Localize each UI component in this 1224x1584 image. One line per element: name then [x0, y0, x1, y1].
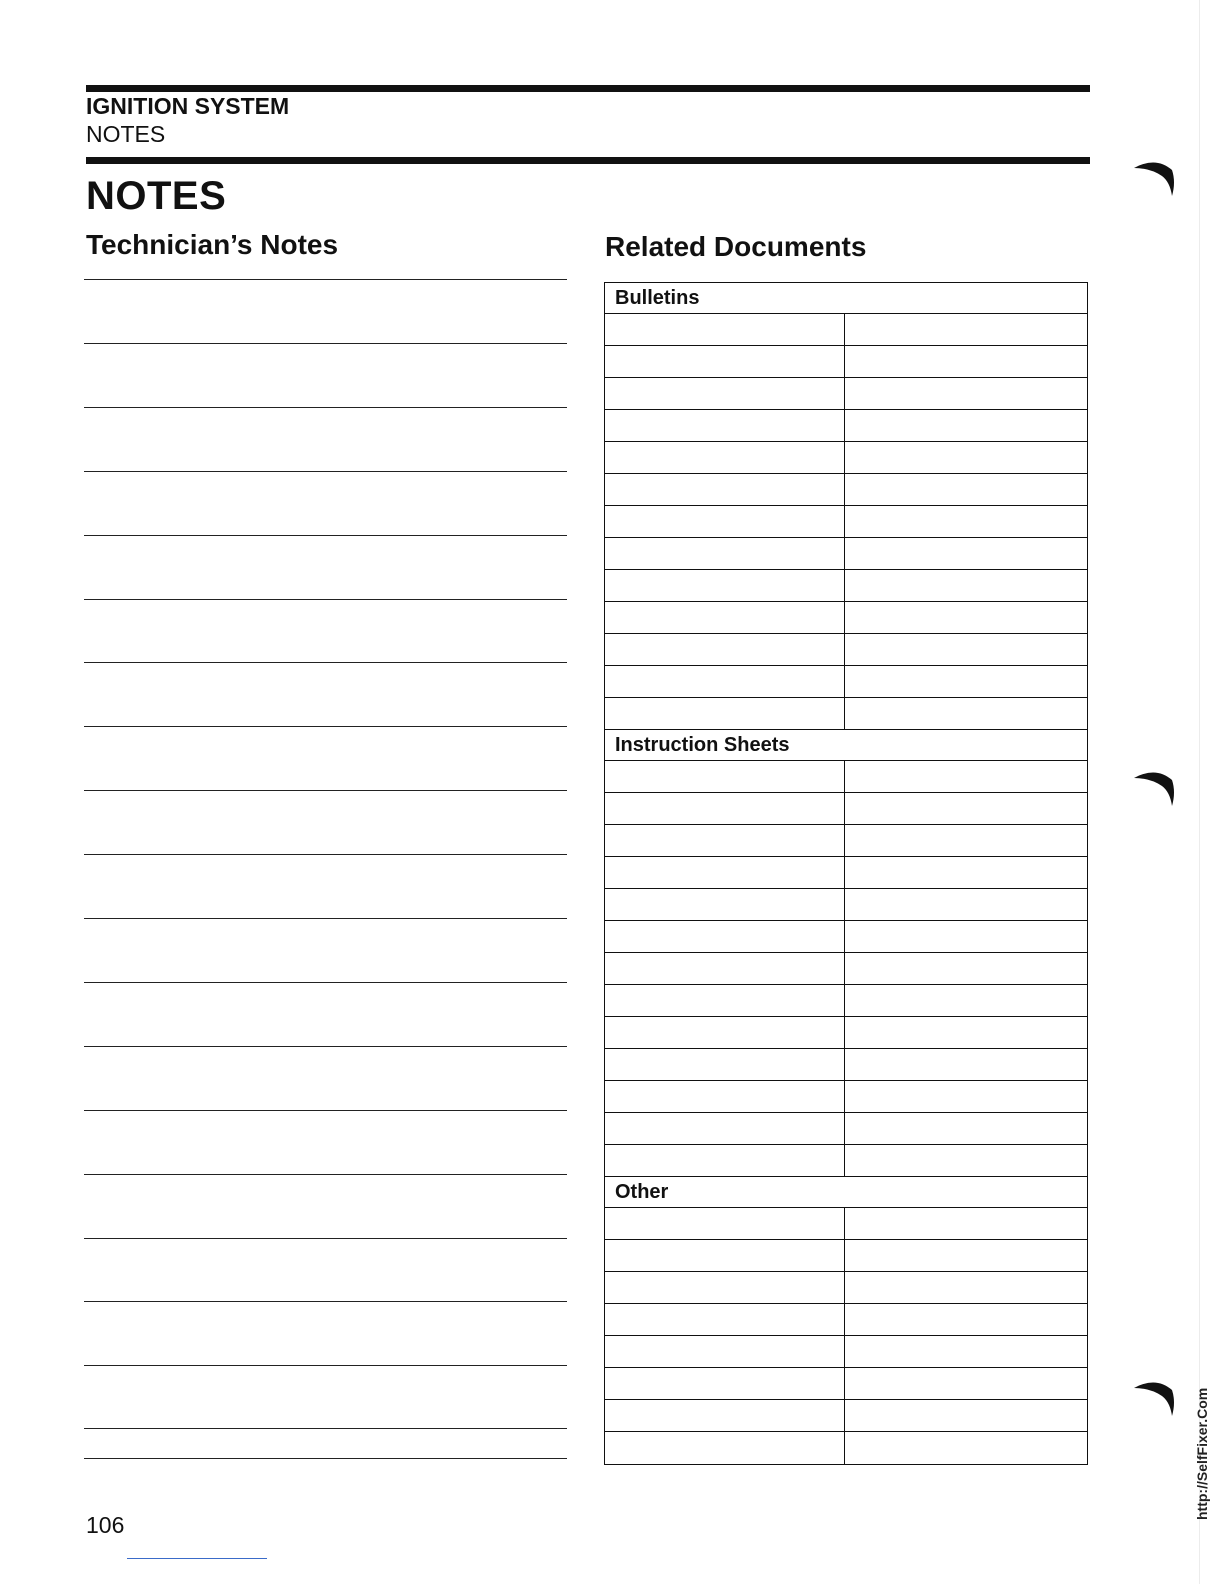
doc-cell-description[interactable]	[845, 1304, 1087, 1335]
doc-table-row	[605, 570, 1087, 602]
note-line	[84, 982, 567, 983]
doc-cell-description[interactable]	[845, 442, 1087, 473]
page-number: 106	[86, 1512, 125, 1538]
doc-cell-document[interactable]	[605, 1113, 845, 1144]
doc-table-row	[605, 889, 1087, 921]
binder-hole-icon	[1132, 1372, 1178, 1418]
binder-hole-icon	[1132, 152, 1178, 198]
doc-table-row	[605, 1272, 1087, 1304]
doc-table-row	[605, 1081, 1087, 1113]
doc-cell-document[interactable]	[605, 602, 845, 633]
doc-cell-description[interactable]	[845, 1208, 1087, 1239]
doc-cell-description[interactable]	[845, 1145, 1087, 1176]
note-line	[84, 1365, 567, 1366]
doc-cell-description[interactable]	[845, 857, 1087, 888]
doc-cell-description[interactable]	[845, 666, 1087, 697]
doc-cell-document[interactable]	[605, 538, 845, 569]
doc-section-header: Other	[605, 1177, 1087, 1208]
doc-cell-description[interactable]	[845, 1240, 1087, 1271]
note-line	[84, 535, 567, 536]
doc-table-row	[605, 666, 1087, 698]
doc-cell-description[interactable]	[845, 634, 1087, 665]
note-line	[84, 1301, 567, 1302]
doc-table-row	[605, 1432, 1087, 1464]
note-line	[84, 279, 567, 280]
doc-cell-document[interactable]	[605, 698, 845, 729]
doc-cell-document[interactable]	[605, 825, 845, 856]
technicians-notes-lines	[84, 0, 567, 1584]
section-title: IGNITION SYSTEM	[86, 93, 290, 119]
related-documents-heading: Related Documents	[605, 231, 867, 262]
note-line	[84, 1046, 567, 1047]
footer-link-underline	[127, 1558, 267, 1559]
doc-cell-document[interactable]	[605, 666, 845, 697]
doc-table-row	[605, 634, 1087, 666]
doc-cell-description[interactable]	[845, 698, 1087, 729]
doc-cell-document[interactable]	[605, 1081, 845, 1112]
doc-cell-document[interactable]	[605, 1145, 845, 1176]
doc-table-row	[605, 1145, 1087, 1177]
doc-cell-document[interactable]	[605, 442, 845, 473]
doc-cell-description[interactable]	[845, 953, 1087, 984]
doc-cell-description[interactable]	[845, 1113, 1087, 1144]
doc-cell-document[interactable]	[605, 1400, 845, 1431]
doc-cell-document[interactable]	[605, 634, 845, 665]
doc-cell-description[interactable]	[845, 506, 1087, 537]
page-title: NOTES	[86, 174, 227, 218]
doc-table-row	[605, 825, 1087, 857]
note-line	[84, 471, 567, 472]
doc-cell-description[interactable]	[845, 793, 1087, 824]
doc-cell-document[interactable]	[605, 346, 845, 377]
note-line	[84, 854, 567, 855]
doc-cell-document[interactable]	[605, 793, 845, 824]
doc-table-row	[605, 1304, 1087, 1336]
doc-cell-description[interactable]	[845, 825, 1087, 856]
doc-table-row	[605, 602, 1087, 634]
doc-cell-document[interactable]	[605, 1368, 845, 1399]
watermark-url: http://SelfFixer.Com	[1194, 1387, 1210, 1520]
doc-cell-description[interactable]	[845, 1049, 1087, 1080]
doc-cell-description[interactable]	[845, 1336, 1087, 1367]
doc-cell-description[interactable]	[845, 314, 1087, 345]
doc-section-header: Bulletins	[605, 283, 1087, 314]
doc-cell-description[interactable]	[845, 1081, 1087, 1112]
note-line	[84, 1110, 567, 1111]
doc-cell-document[interactable]	[605, 506, 845, 537]
doc-table-row	[605, 1113, 1087, 1145]
doc-table-row	[605, 1336, 1087, 1368]
doc-cell-document[interactable]	[605, 314, 845, 345]
note-line	[84, 599, 567, 600]
doc-cell-document[interactable]	[605, 857, 845, 888]
doc-cell-description[interactable]	[845, 1368, 1087, 1399]
doc-cell-document[interactable]	[605, 1208, 845, 1239]
note-line	[84, 1458, 567, 1459]
doc-cell-description[interactable]	[845, 410, 1087, 441]
doc-table-row	[605, 1208, 1087, 1240]
doc-cell-description[interactable]	[845, 602, 1087, 633]
doc-table-row	[605, 346, 1087, 378]
doc-table-row	[605, 761, 1087, 793]
note-line	[84, 726, 567, 727]
doc-cell-document[interactable]	[605, 1336, 845, 1367]
related-documents-table	[604, 282, 1088, 1465]
doc-cell-document[interactable]	[605, 410, 845, 441]
doc-cell-description[interactable]	[845, 1017, 1087, 1048]
note-line	[84, 662, 567, 663]
doc-cell-description[interactable]	[845, 761, 1087, 792]
note-line	[84, 343, 567, 344]
doc-cell-description[interactable]	[845, 985, 1087, 1016]
doc-cell-document[interactable]	[605, 1049, 845, 1080]
section-subtitle: NOTES	[86, 121, 166, 147]
doc-table-row	[605, 506, 1087, 538]
doc-table-row	[605, 698, 1087, 730]
binder-hole-icon	[1132, 762, 1178, 808]
page-edge-shadow	[1199, 0, 1200, 1584]
doc-cell-document[interactable]	[605, 1432, 845, 1464]
doc-table-row	[605, 1049, 1087, 1081]
doc-table-row	[605, 793, 1087, 825]
doc-cell-document[interactable]	[605, 953, 845, 984]
doc-cell-document[interactable]	[605, 921, 845, 952]
doc-table-row	[605, 985, 1087, 1017]
doc-table-row	[605, 410, 1087, 442]
note-line	[84, 790, 567, 791]
doc-table-row	[605, 538, 1087, 570]
doc-cell-description[interactable]	[845, 921, 1087, 952]
note-line	[84, 1174, 567, 1175]
doc-cell-document[interactable]	[605, 570, 845, 601]
note-line	[84, 918, 567, 919]
doc-table-row	[605, 442, 1087, 474]
doc-cell-description[interactable]	[845, 1400, 1087, 1431]
doc-cell-document[interactable]	[605, 1272, 845, 1303]
doc-cell-document[interactable]	[605, 985, 845, 1016]
doc-cell-document[interactable]	[605, 378, 845, 409]
doc-table-row	[605, 378, 1087, 410]
doc-cell-document[interactable]	[605, 1240, 845, 1271]
doc-cell-description[interactable]	[845, 889, 1087, 920]
doc-table-row	[605, 314, 1087, 346]
doc-cell-description[interactable]	[845, 538, 1087, 569]
doc-table-row	[605, 921, 1087, 953]
doc-cell-description[interactable]	[845, 378, 1087, 409]
doc-table-row	[605, 1400, 1087, 1432]
doc-table-row	[605, 1240, 1087, 1272]
technicians-notes-heading: Technician’s Notes	[86, 229, 339, 260]
doc-cell-document[interactable]	[605, 474, 845, 505]
doc-cell-document[interactable]	[605, 1017, 845, 1048]
doc-table-row	[605, 953, 1087, 985]
doc-table-row	[605, 857, 1087, 889]
doc-table-row	[605, 474, 1087, 506]
doc-cell-description[interactable]	[845, 1272, 1087, 1303]
doc-cell-document[interactable]	[605, 889, 845, 920]
doc-section-header: Instruction Sheets	[605, 730, 1087, 761]
doc-table-row	[605, 1017, 1087, 1049]
note-line	[84, 407, 567, 408]
doc-cell-description[interactable]	[845, 1432, 1087, 1464]
doc-cell-description[interactable]	[845, 346, 1087, 377]
doc-table-row	[605, 1368, 1087, 1400]
doc-cell-document[interactable]	[605, 761, 845, 792]
doc-cell-description[interactable]	[845, 570, 1087, 601]
doc-cell-document[interactable]	[605, 1304, 845, 1335]
doc-cell-description[interactable]	[845, 474, 1087, 505]
note-line	[84, 1238, 567, 1239]
note-line	[84, 1428, 567, 1429]
